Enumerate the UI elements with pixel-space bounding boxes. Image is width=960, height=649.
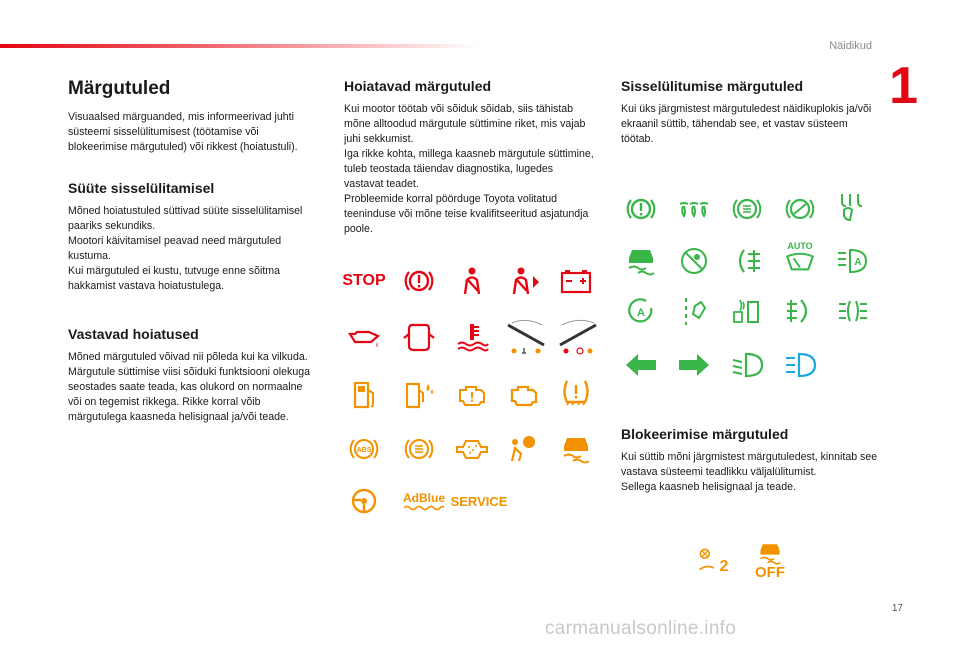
fuel-low-icon (344, 378, 384, 412)
stop-start-icon (621, 294, 661, 328)
stability-off-green-icon (621, 244, 661, 278)
section-title: Sisselülitumise märgutuled (621, 78, 804, 94)
particle-filter-icon (452, 432, 492, 466)
front-fog-icon (780, 294, 820, 328)
stability-control-icon (556, 432, 596, 466)
column-warning-lamps (344, 78, 594, 237)
stability-off-label: OFF (755, 563, 785, 581)
door-open-icon (399, 320, 439, 354)
section-title: Hoiatavad märgutuled (344, 78, 492, 94)
steering-icon (344, 484, 384, 518)
rear-fog-icon (727, 244, 767, 278)
section-text: Kui süttib mõni järgmistest märgutuledest, kinnitab see vastava süsteemi teadlikku väljalülitumist. Sellega kaasneb helisignaal ja teade. (621, 451, 878, 493)
foot-on-brake-icon (833, 190, 873, 224)
section-text: Kui üks järgmistest märgutuledest näidikuplokis ja/või ekraanil süttib, tähendab see, et vastav süsteem töötab. (621, 103, 872, 145)
header-accent-bar (0, 44, 480, 48)
turn-left-icon (621, 348, 661, 382)
service-icon: SERVICE (450, 493, 508, 509)
auto-wipers-icon (780, 240, 820, 274)
section-title: Blokeerimise märgutuled (621, 426, 789, 442)
seatbelt-icon (452, 264, 492, 298)
lane-assist-icon (674, 294, 714, 328)
parking-brake-green-icon (621, 192, 661, 226)
svg-text:A: A (854, 257, 862, 268)
section-title: Süüte sisselülitamisel (68, 180, 215, 196)
hill-assist-icon (780, 192, 820, 226)
water-in-fuel-icon (399, 378, 439, 412)
page-number: 17 (891, 603, 903, 614)
airbag-deactivated-icon (690, 538, 734, 582)
section-text: Kui mootor töötab või sõiduk sõidab, siis tähistab mõne alltoodud märgutule süttimine riket, mis vajab juhi sekkumist. Iga rikke kohta, millega kaasneb märgutule süttimine, tuleb teostada täiendav diagnostika, lugedes vastavat teadet. Probleemide korral pöörduge Toyota volitatud teeninduse või mõne teise kvalifitseeritud asjatundja poole. (344, 103, 594, 235)
engine-warning-icon (452, 378, 492, 412)
chapter-title: Näidikud (829, 40, 872, 52)
page-title: Märgutuled (68, 78, 171, 99)
auto-label: AUTO (787, 241, 813, 251)
deactivation-icon-grid (690, 536, 800, 586)
section-title: Vastavad hoiatused (68, 326, 199, 342)
battery-icon (556, 264, 596, 298)
main-beam-icon (780, 348, 820, 382)
airbag-passenger-off-icon (674, 244, 714, 278)
column-intro (68, 78, 318, 155)
gauge-warning-icon (504, 316, 548, 358)
stability-off-icon (748, 536, 792, 584)
check-engine-icon (504, 378, 544, 412)
turn-right-icon (674, 348, 714, 382)
section-text: Mõned hoiatustuled süttivad süüte sisselülitamisel paariks sekundiks. Mootori käivitamisel peavad need märgutuled kustuma. Kui märgutuled ei kustu, tutvuge enne sõitma hakkamist vastava hoiatustulega. (68, 205, 303, 292)
intro-text: Visuaalsed märguanded, mis informeerivad juhti süsteemi sisselülitumisest (töötamise või blokeerimise märgutuled) või rikkest (hoiatustuli). (68, 111, 298, 153)
park-assist-icon (727, 294, 767, 328)
chapter-number: 1 (889, 57, 918, 115)
airbag-deactivated-number: 2 (719, 558, 729, 575)
on-icon-grid (621, 190, 881, 380)
airbag-off-icon (504, 432, 544, 466)
section-ignition (68, 180, 318, 294)
section-warnings (68, 326, 318, 425)
section-text: Mõned märgutuled võivad nii põleda kui ka vilkuda. Märgutule süttimise viisi sõiduki funktsiooni olekuga seostades saate teada, kas olukord on normaalne või on tegemist rikkega. Rikke korral võib märgutulega kaasneda helisignaal ja/või teade. (68, 351, 311, 423)
watermark: carmanualsonline.info (545, 618, 737, 639)
warning-icon-grid (344, 262, 604, 522)
preheat-icon (674, 192, 714, 226)
adblue-label: AdBlue (403, 491, 445, 505)
section-deactivation (621, 426, 881, 495)
gauge-brake-icon (556, 316, 600, 358)
adblue-icon (399, 484, 449, 518)
oil-pressure-icon (344, 320, 384, 354)
brake-hold-icon (727, 192, 767, 226)
svg-text:ABS: ABS (356, 447, 372, 454)
abs-icon (344, 432, 384, 466)
tyre-pressure-icon (556, 376, 596, 410)
stop-icon: STOP (342, 272, 386, 289)
brake-warning-icon (399, 264, 439, 298)
svg-text:A: A (637, 307, 645, 319)
dipped-beam-icon (727, 348, 767, 382)
coolant-temperature-icon (452, 320, 492, 354)
auto-headlamp-icon (833, 244, 873, 278)
side-lights-icon (833, 294, 873, 328)
passenger-seatbelt-icon (504, 264, 544, 298)
column-on-lamps (621, 78, 881, 147)
brake-system-icon (399, 432, 439, 466)
